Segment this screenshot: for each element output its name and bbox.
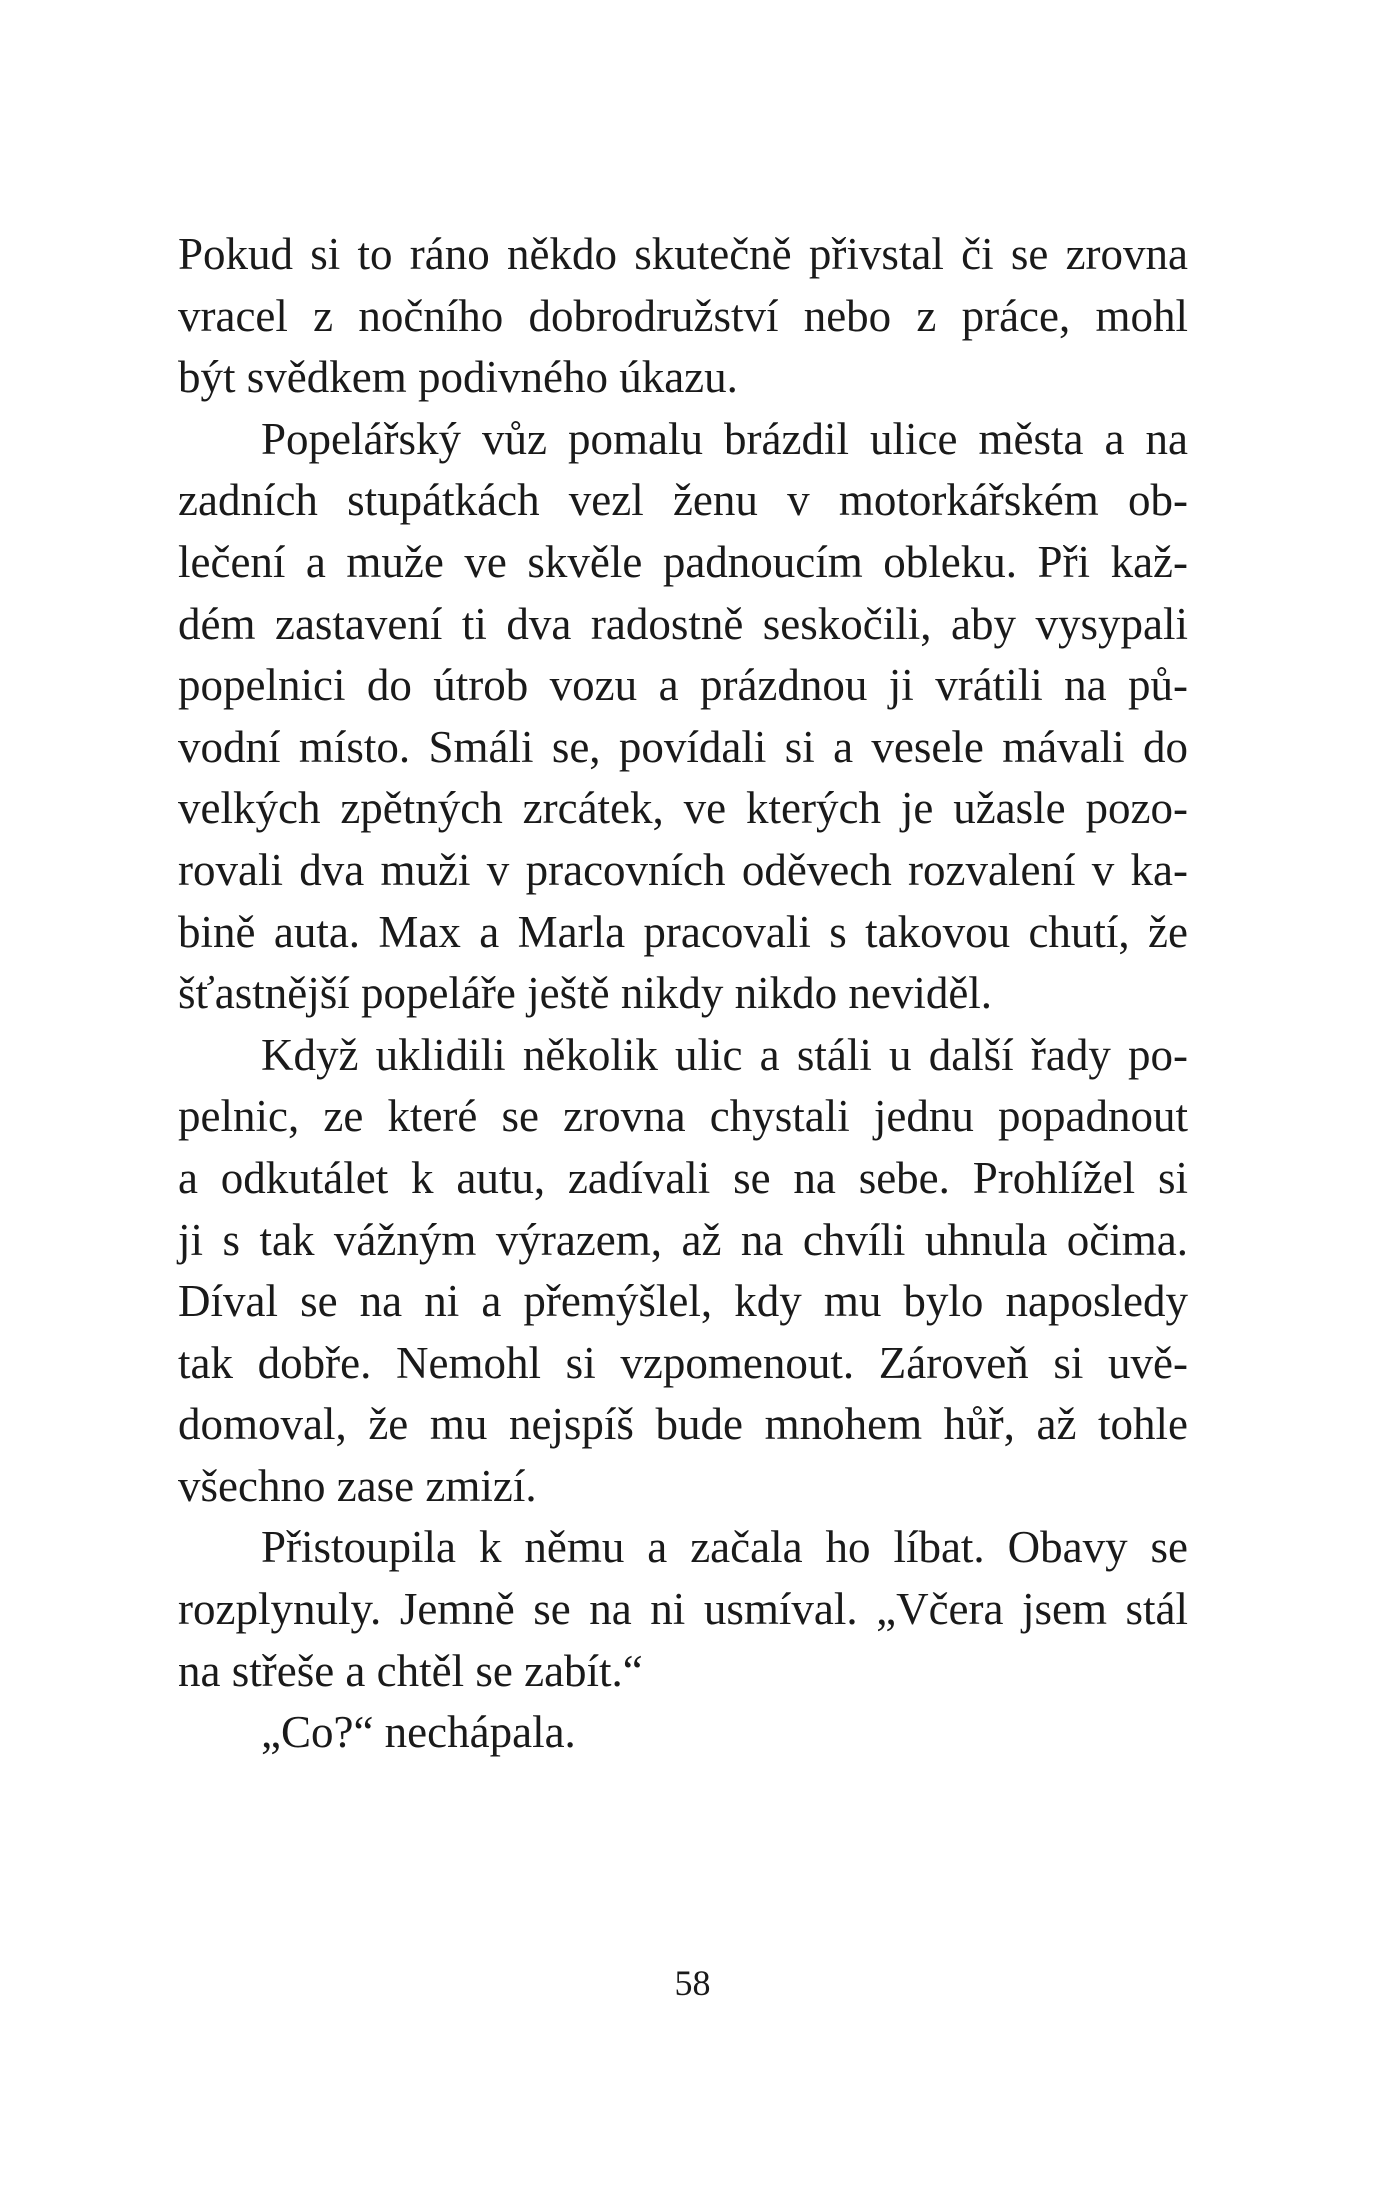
- text-line: zadních stupátkách vezl ženu v motorkářském ob-: [178, 475, 1188, 526]
- paragraph: [178, 409, 1188, 1025]
- paragraph: [178, 1517, 1188, 1702]
- text-line: Když uklidili několik ulic a stáli u další řady po-: [261, 1029, 1188, 1080]
- text-line: ji s tak vážným výrazem, až na chvíli uhnula očima.: [178, 1214, 1188, 1265]
- text-line: Pokud si to ráno někdo skutečně přivstal či se zrovna: [178, 229, 1188, 279]
- text-line: všechno zase zmizí.: [178, 1460, 537, 1511]
- text-line: popelnici do útrob vozu a prázdnou ji vrátili na pů-: [178, 660, 1188, 711]
- text-line: rozplynuly. Jemně se na ni usmíval. „Včera jsem stál: [178, 1584, 1188, 1635]
- text-line: velkých zpětných zrcátek, ve kterých je užasle pozo-: [178, 783, 1188, 834]
- text-line: Popelářský vůz pomalu brázdil ulice města a na: [261, 413, 1188, 464]
- text-line: a odkutálet k autu, zadívali se na sebe. Prohlížel si: [178, 1152, 1188, 1203]
- text-line: „Co?“ nechápala.: [261, 1707, 576, 1758]
- text-line: domoval, že mu nejspíš bude mnohem hůř, až tohle: [178, 1399, 1188, 1450]
- text-line: vracel z nočního dobrodružství nebo z práce, mohl: [178, 290, 1188, 341]
- paragraph: [178, 1702, 1188, 1764]
- text-line: šťastnější popeláře ještě nikdy nikdo neviděl.: [178, 968, 993, 1019]
- text-line: Přistoupila k němu a začala ho líbat. Obavy se: [261, 1522, 1188, 1573]
- text-line: pelnic, ze které se zrovna chystali jednu popadnout: [178, 1091, 1188, 1142]
- text-line: lečení a muže ve skvěle padnoucím obleku. Při kaž-: [178, 536, 1188, 587]
- text-line: být svědkem podivného úkazu.: [178, 352, 738, 403]
- text-line: Díval se na ni a přemýšlel, kdy mu bylo naposledy: [178, 1276, 1188, 1327]
- text-line: vodní místo. Smáli se, povídali si a vesele mávali do: [178, 721, 1188, 772]
- text-line: na střeše a chtěl se zabít.“: [178, 1645, 643, 1696]
- text-line: rovali dva muži v pracovních oděvech rozvalení v ka-: [178, 844, 1188, 895]
- page-number: 58: [674, 1963, 711, 2003]
- paragraph: [178, 1025, 1188, 1518]
- text-line: tak dobře. Nemohl si vzpomenout. Zároveň si uvě-: [178, 1337, 1188, 1388]
- text-line: bině auta. Max a Marla pracovali s takovou chutí, že: [178, 906, 1188, 957]
- paragraph: [178, 224, 1188, 409]
- text-line: dém zastavení ti dva radostně seskočili, aby vysypali: [178, 598, 1188, 649]
- body-text: [178, 224, 1188, 1764]
